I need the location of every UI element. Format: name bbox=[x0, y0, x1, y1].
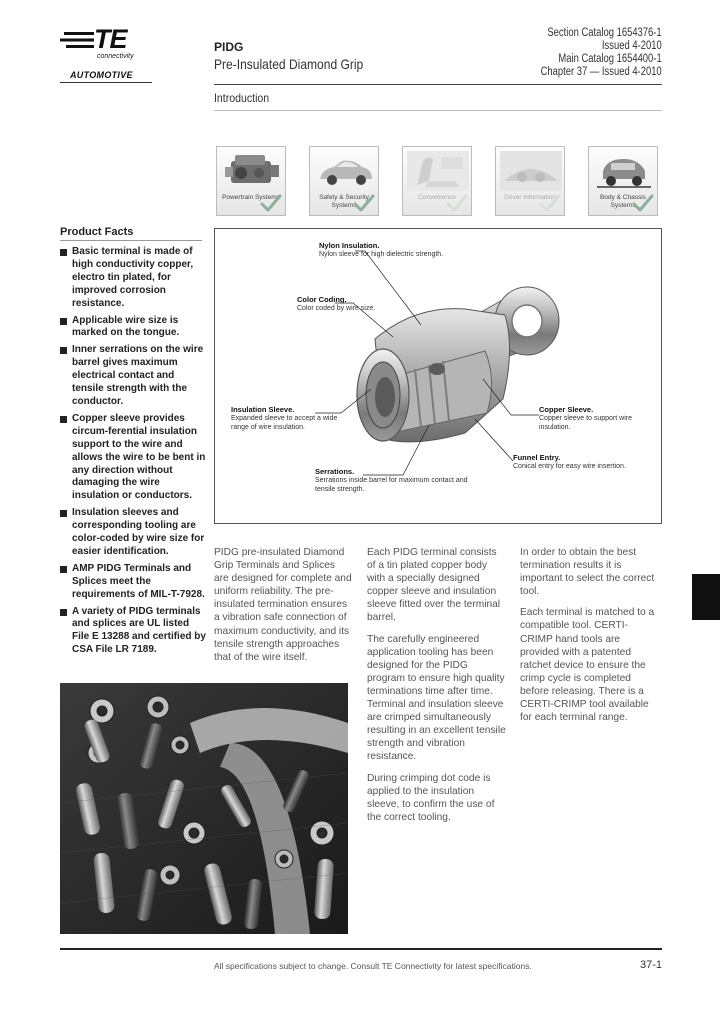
terminals-photo-image bbox=[60, 683, 348, 934]
product-code: PIDG bbox=[214, 40, 244, 54]
category-label: Body & Chassis Systems bbox=[600, 194, 646, 209]
category-driver-information[interactable] bbox=[495, 146, 565, 216]
catalog-info bbox=[514, 27, 662, 79]
te-logo bbox=[60, 26, 152, 82]
body-column-3 bbox=[520, 546, 660, 732]
product-fact-item: Inner serrations on the wire barrel gives maximum electrical contact and tensile strength with the conductor. bbox=[60, 344, 206, 409]
te-logo-stripes-icon bbox=[60, 32, 94, 48]
callout-title: Color Coding. bbox=[297, 295, 347, 304]
category-body-chassis[interactable] bbox=[588, 146, 658, 216]
callout-funnel-entry bbox=[513, 453, 626, 471]
catalog-line: Main Catalog 1654400-1 bbox=[558, 53, 662, 65]
category-label: Safety & Security Systems bbox=[319, 194, 369, 209]
callout-insulation-sleeve bbox=[231, 405, 341, 432]
callout-serrations bbox=[315, 467, 475, 494]
body-column-2 bbox=[367, 546, 507, 832]
callout-title: Insulation Sleeve. bbox=[231, 405, 295, 414]
callout-desc: Expanded sleeve to accept a wide range of wire insulation. bbox=[231, 415, 338, 431]
seat-icon bbox=[407, 151, 469, 191]
logo-text: TE bbox=[94, 24, 127, 54]
check-icon bbox=[539, 193, 561, 213]
callout-desc: Serrations inside barrel for maximum contact and tensile strength. bbox=[315, 477, 468, 493]
check-icon bbox=[260, 193, 282, 213]
callout-title: Funnel Entry. bbox=[513, 453, 561, 462]
body-paragraph: PIDG pre-insulated Diamond Grip Terminals and Splices are designed for complete and uniform reliability. The pre-insulated termination ensures a vibration safe connection of maximum conductivity, and its tensile strength approaches that of the wire itself. bbox=[214, 547, 352, 663]
body-paragraph: The carefully engineered application tooling has been designed for the PIDG program to ensure high quality terminations time after time. Terminal and insulation sleeve are crimped simultaneously resulting in an excellent tensile strength and vibration resistance. bbox=[367, 633, 506, 763]
callout-copper-sleeve bbox=[539, 405, 639, 432]
product-facts-list bbox=[60, 246, 206, 661]
product-fact-item: Applicable wire size is marked on the tongue. bbox=[60, 315, 206, 341]
engine-icon bbox=[221, 151, 283, 191]
section-title: Introduction bbox=[214, 91, 270, 105]
catalog-line: Chapter 37 — Issued 4-2010 bbox=[540, 66, 662, 78]
body-paragraph: During crimping dot code is applied to the insulation sleeve, to confirm the use of the correct tooling. bbox=[367, 772, 495, 823]
car-icon bbox=[314, 151, 376, 191]
footer-note: All specifications subject to change. Consult TE Connectivity for latest specifications. bbox=[214, 961, 532, 971]
page-number: 37-1 bbox=[639, 959, 662, 971]
body-paragraph: Each terminal is matched to a compatible tool. CERTI-CRIMP hand tools are provided with a patented ratchet device to ensure the crimp cycle is completed before releasing. There is a CERTI-CRIMP tool available for each terminal range. bbox=[520, 607, 655, 724]
category-convenience[interactable] bbox=[402, 146, 472, 216]
callout-title: Copper Sleeve. bbox=[539, 405, 594, 414]
product-fact-item: Insulation sleeves and corresponding tooling are color-coded by wire size for easier identification. bbox=[60, 507, 206, 559]
product-title: Pre-Insulated Diamond Grip bbox=[214, 56, 364, 72]
category-safety-security[interactable] bbox=[309, 146, 379, 216]
callout-desc: Conical entry for easy wire insertion. bbox=[513, 463, 626, 470]
chapter-tab bbox=[692, 574, 720, 620]
callout-title: Nylon Insulation. bbox=[319, 241, 380, 250]
body-paragraph: In order to obtain the best termination results it is important to select the correct tool. bbox=[520, 547, 655, 598]
footer-rule bbox=[60, 948, 662, 950]
terminals-photo bbox=[60, 683, 348, 934]
body-paragraph: Each PIDG terminal consists of a tin plated copper body with a specially designed copper sleeve and insulation sleeve fitted over the terminal barrel. bbox=[367, 547, 501, 624]
header-rule bbox=[214, 84, 662, 85]
callout-desc: Copper sleeve to support wire insulation. bbox=[539, 415, 632, 431]
division-label: AUTOMOTIVE bbox=[70, 70, 133, 80]
category-powertrain[interactable] bbox=[216, 146, 286, 216]
callout-color-coding bbox=[297, 295, 375, 313]
product-fact-item: Basic terminal is made of high conductivity copper, electro tin plated, for improved corrosion resistance. bbox=[60, 246, 206, 311]
section-rule bbox=[214, 110, 662, 111]
product-facts-rule bbox=[60, 240, 202, 241]
logo-tagline: connectivity bbox=[97, 53, 134, 60]
product-fact-item: Copper sleeve provides circum-ferential insulation support to the wire and allows the wire to be bent in any direction without damaging the wire insulation or conductors. bbox=[60, 413, 206, 503]
check-icon bbox=[446, 193, 468, 213]
catalog-line: Section Catalog 1654376-1 bbox=[547, 27, 662, 39]
product-fact-item: A variety of PIDG terminals and splices are UL listed File E 13288 and certified by CSA File LR 7189. bbox=[60, 606, 206, 658]
product-facts-title: Product Facts bbox=[60, 226, 134, 238]
callout-desc: Nylon sleeve for high dielectric strength. bbox=[319, 251, 444, 258]
dashboard-icon bbox=[500, 151, 562, 191]
catalog-line: Issued 4-2010 bbox=[602, 40, 662, 52]
logo-rule bbox=[60, 82, 152, 83]
body-column-1 bbox=[214, 546, 352, 672]
callout-title: Serrations. bbox=[315, 467, 355, 476]
callout-nylon-insulation bbox=[319, 241, 443, 259]
terminal-cutaway-diagram bbox=[214, 228, 662, 524]
category-label: Driver Information bbox=[504, 194, 556, 201]
category-label: Powertrain Systems bbox=[222, 194, 280, 201]
category-label: Convenience bbox=[418, 194, 456, 201]
check-icon bbox=[632, 193, 654, 213]
check-icon bbox=[353, 193, 375, 213]
callout-desc: Color coded by wire size. bbox=[297, 305, 376, 312]
chassis-icon bbox=[593, 151, 655, 191]
product-fact-item: AMP PIDG Terminals and Splices meet the requirements of MIL-T-7928. bbox=[60, 563, 206, 602]
